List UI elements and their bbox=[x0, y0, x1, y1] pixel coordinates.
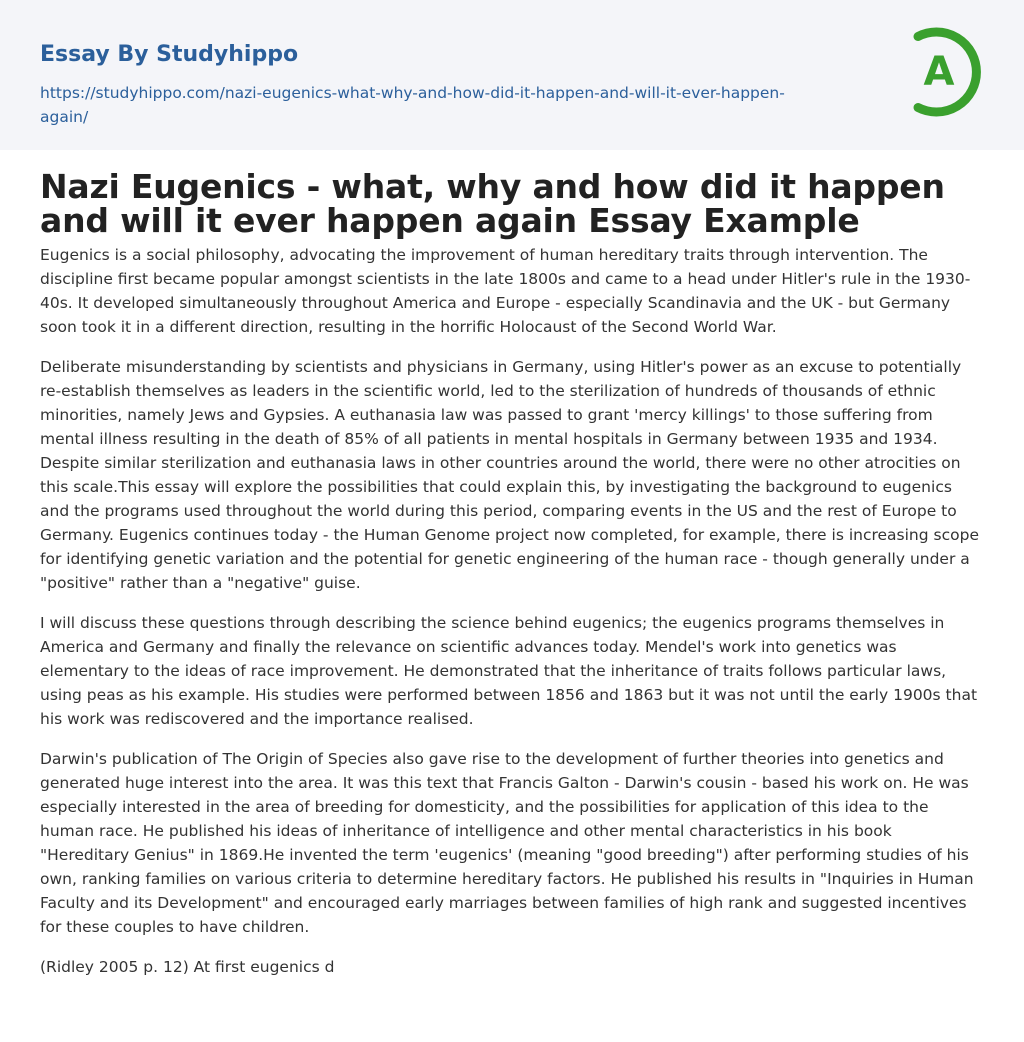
logo-letter: A bbox=[923, 49, 955, 95]
site-header bbox=[0, 0, 1024, 150]
article-url-link[interactable]: https://studyhippo.com/nazi-eugenics-what-why-and-how-did-it-happen-and-will-it-ever-happen-again/ bbox=[40, 84, 785, 126]
article-paragraph-truncated: (Ridley 2005 p. 12) At first eugenics d bbox=[40, 958, 335, 976]
studyhippo-logo-icon[interactable] bbox=[896, 26, 988, 118]
page-title: Nazi Eugenics - what, why and how did it happen and will it ever happen again Essay Example bbox=[40, 167, 945, 240]
article-paragraph: I will discuss these questions through describing the science behind eugenics; the eugenics programs themselves in America and Germany and finally the relevance on scientific advances today. Mendel's work into genetics was elementary to the ideas of race improvement. He demonstrated that the inheritance of traits follows particular laws, using peas as his example. His studies were performed between 1856 and 1863 but it was not until the early 1900s that his work was rediscovered and the importance realised. bbox=[40, 614, 978, 728]
site-title[interactable]: Essay By Studyhippo bbox=[40, 42, 299, 67]
article bbox=[40, 167, 984, 995]
article-paragraph: Darwin's publication of The Origin of Species also gave rise to the development of further theories into genetics and generated huge interest into the area. It was this text that Francis Galton - Darwin's cousin - based his work on. He was especially interested in the area of breeding for domesticity, and the possibilities for application of this idea to the human race. He published his ideas of inheritance of intelligence and other mental characteristics in his book "Hereditary Genius" in 1869.He invented the term 'eugenics' (meaning "good breeding") after performing studies of his own, ranking families on various criteria to determine hereditary factors. He published his results in "Inquiries in Human Faculty and its Development" and encouraged early marriages between families of high rank and suggested incentives for these couples to have children. bbox=[40, 750, 974, 936]
article-paragraph: Eugenics is a social philosophy, advocating the improvement of human hereditary traits through intervention. The discipline first became popular amongst scientists in the late 1800s and came to a head under Hitler's rule in the 1930-40s. It developed simultaneously throughout America and Europe - especially Scandinavia and the UK - but Germany soon took it in a different direction, resulting in the horrific Holocaust of the Second World War. bbox=[40, 246, 971, 336]
article-paragraph: Deliberate misunderstanding by scientists and physicians in Germany, using Hitler's power as an excuse to potentially re-establish themselves as leaders in the scientific world, led to the sterilization of hundreds of thousands of ethnic minorities, namely Jews and Gypsies. A euthanasia law was passed to grant 'mercy killings' to those suffering from mental illness resulting in the death of 85% of all patients in mental hospitals in Germany between 1935 and 1934. Despite similar sterilization and euthanasia laws in other countries around the world, there were no other atrocities on this scale.This essay will explore the possibilities that could explain this, by investigating the background to eugenics and the programs used throughout the world during this period, comparing events in the US and the rest of Europe to Germany. Eugenics continues today - the Human Genome project now completed, for example, there is increasing scope for identifying genetic variation and the potential for genetic engineering of the human race - though generally under a "positive" rather than a "negative" guise. bbox=[40, 358, 979, 592]
